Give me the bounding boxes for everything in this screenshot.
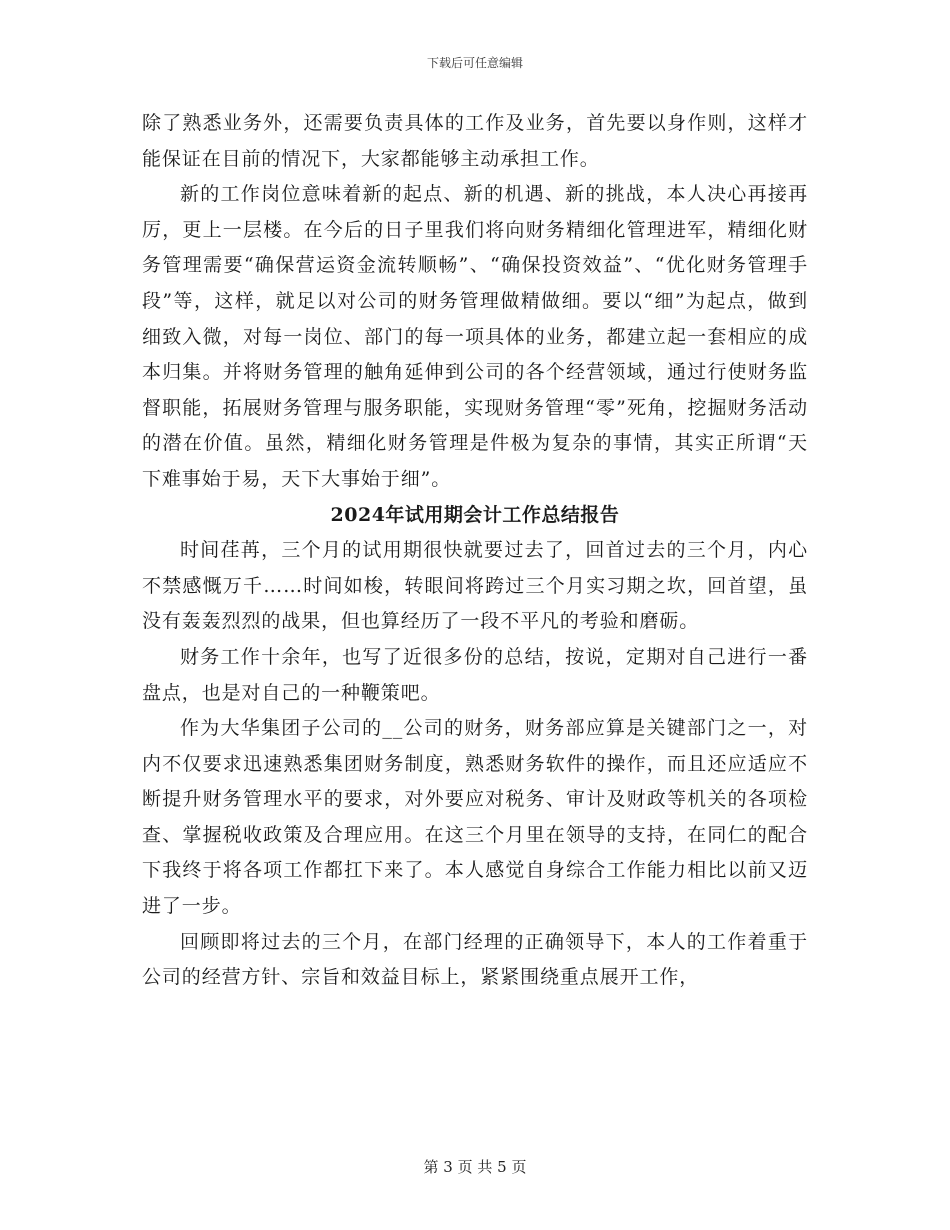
paragraph-2: 新的工作岗位意味着新的起点、新的机遇、新的挑战，本人决心再接再厉，更上一层楼。在今后的日子里我们将向财务精细化管理进军，精细化财务管理需要“确保营运资金流转顺畅”、“确保投资效益”、“优化财务管理手段”等，这样，就足以对公司的财务管理做精做细。要以“细”为起点，做到细致入微，对每一岗位、部门的每一项具体的业务，都建立起一套相应的成本归集。并将财务管理的触角延伸到公司的各个经营领域，通过行使财务监督职能，拓展财务管理与服务职能，实现财务管理“零”死角，挖掘财务活动的潜在价值。虽然，精细化财务管理是件极为复杂的事情，其实正所谓“天下难事始于易，天下大事始于细”。: [142, 183, 808, 490]
document-body: [142, 106, 808, 996]
section-title: 2024年试用期会计工作总结报告: [330, 503, 620, 526]
page-footer-number: 第 3 页 共 5 页: [423, 1158, 527, 1176]
paragraph-1: 除了熟悉业务外，还需要负责具体的工作及业务，首先要以身作则，这样才能保证在目前的情况下，大家都能够主动承担工作。: [142, 112, 808, 170]
page-header-note: 下载后可任意编辑: [426, 56, 523, 70]
paragraph-4: 财务工作十余年，也写了近很多份的总结，按说，定期对自己进行一番盘点，也是对自己的一种鞭策吧。: [142, 645, 808, 704]
paragraph-5: 作为大华集团子公司的__公司的财务，财务部应算是关键部门之一，对内不仅要求迅速熟悉集团财务制度，熟悉财务软件的操作，而且还应适应不断提升财务管理水平的要求，对外要应对税务、审计及财政等机关的各项检查、掌握税收政策及合理应用。在这三个月里在领导的支持，在同仁的配合下我终于将各项工作都扛下来了。本人感觉自身综合工作能力相比以前又迈进了一步。: [142, 717, 808, 918]
paragraph-3: 时间荏苒，三个月的试用期很快就要过去了，回首过去的三个月，内心不禁感慨万千……时间如梭，转眼间将跨过三个月实习期之坎，回首望，虽没有轰轰烈烈的战果，但也算经历了一段不平凡的考验和磨砺。: [142, 539, 808, 633]
paragraph-6: 回顾即将过去的三个月，在部门经理的正确领导下，本人的工作着重于公司的经营方针、宗旨和效益目标上，紧紧围绕重点展开工作，: [142, 930, 808, 989]
